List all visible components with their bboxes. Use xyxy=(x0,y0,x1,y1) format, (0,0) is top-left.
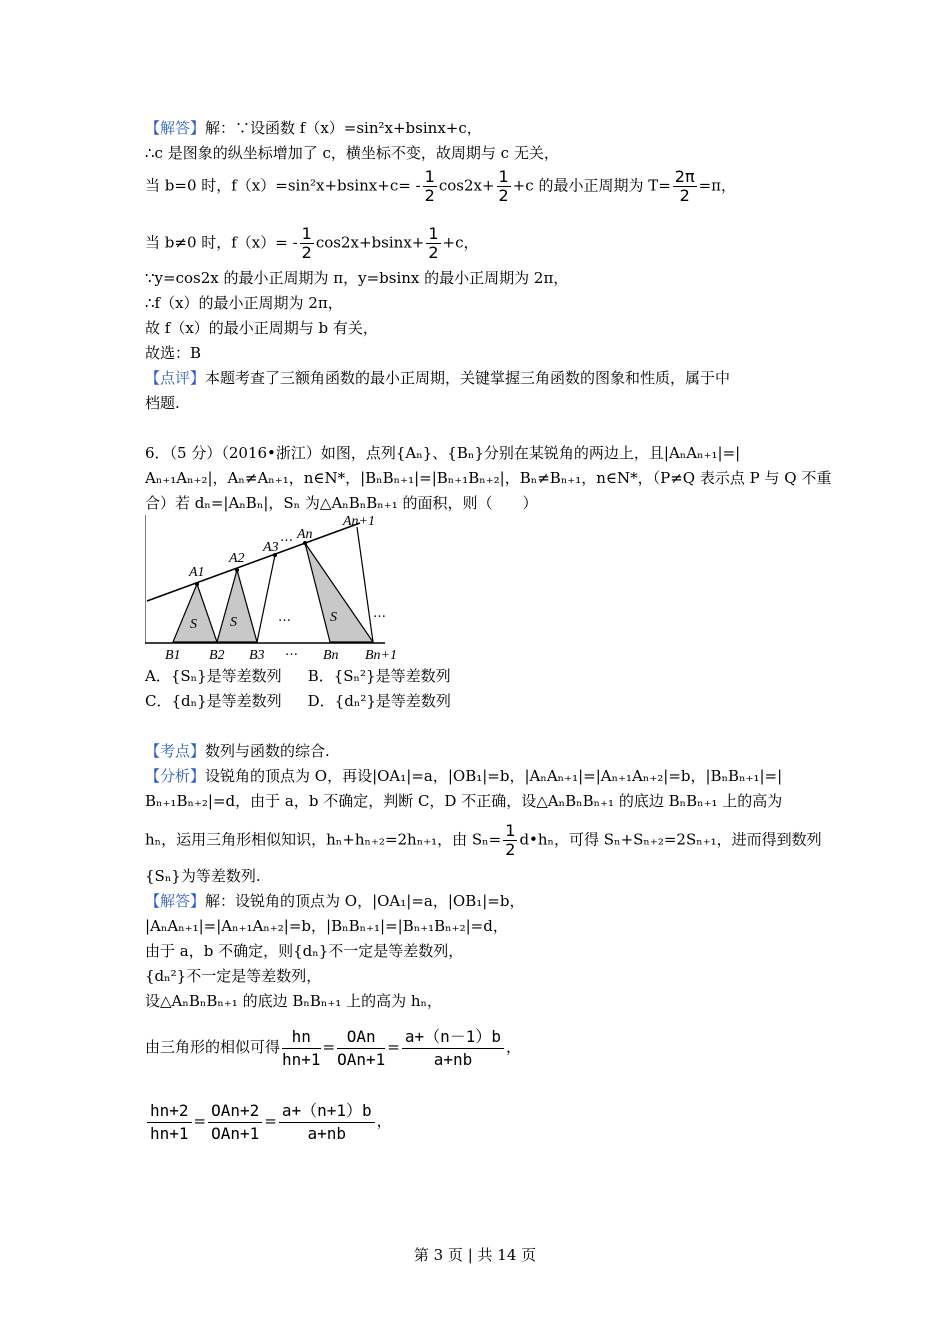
label-b1: B1 xyxy=(165,648,181,663)
fraction-half: $\frac{1}{2}$ xyxy=(498,167,509,205)
label-a1: A1 xyxy=(189,565,205,580)
solution2-line1: 【解答】解：设锐角的顶点为 O，|OA₁|=a，|OB₁|=b， xyxy=(145,892,525,910)
triangle-n xyxy=(305,543,373,642)
fenxi-line3: hₙ，运用三角形相似知识，hₙ+hₙ₊₂=2hₙ₊₁，由 Sₙ= $\frac{1}{2}$ d•hₙ，可得 Sₙ+Sₙ₊₂=2Sₙ₊₁，进而得到数列 xyxy=(145,821,822,859)
label-s2: S xyxy=(230,615,237,630)
triangle-1 xyxy=(173,584,217,642)
label-bn1: Bn+1 xyxy=(365,648,397,663)
similarity-eq2: $\frac{hn+2}{hn+1}$ = OAn+2 OAn+1 = $\frac{a+(n+1)b}{a+nb}$ ， xyxy=(145,1096,392,1146)
eq2-frac2: OAn+2 OAn+1 xyxy=(208,1100,262,1145)
solution2-line3: 由于 a，b 不确定，则{dₙ}不一定是等差数列， xyxy=(145,942,464,960)
similarity-eq1: 由三角形的相似可得 $\frac{hn}{hn+1}$ = OAn OAn+1 = $\frac{a+(n-1)b}{a+nb}$ ， xyxy=(145,1026,522,1069)
comment1-line1: 【点评】本题考查了三额角函数的最小正周期，关键掌握三角函数的图象和性质，属于中 xyxy=(145,369,731,387)
solution2-line2: |AₙAₙ₊₁|=|Aₙ₊₁Aₙ₊₂|=b，|BₙBₙ₊₁|=|Bₙ₊₁Bₙ₊₂|=d， xyxy=(145,917,508,935)
solution1-line6: ∴f（x）的最小正周期为 2π， xyxy=(145,294,343,312)
eq1-frac1: $\frac{hn}{hn+1}$ xyxy=(282,1026,321,1069)
fenxi-line4: {Sₙ}为等差数列. xyxy=(145,867,261,885)
page-footer: 第 3 页 | 共 14 页 xyxy=(413,1246,537,1264)
problem6-line2: Aₙ₊₁Aₙ₊₂|，Aₙ≠Aₙ₊₁，n∈N*，|BₙBₙ₊₁|=|Bₙ₊₁Bₙ₊₂|，Bₙ≠Bₙ₊₁，n∈N*，（P≠Q 表示点 P 与 Q 不重 xyxy=(145,469,832,487)
label-an1: An+1 xyxy=(343,514,375,529)
label-bn: Bn xyxy=(323,648,339,663)
point-a2 xyxy=(235,568,239,572)
eq2-frac1: $\frac{hn+2}{hn+1}$ xyxy=(147,1100,192,1145)
eq1-frac2: OAn OAn+1 xyxy=(337,1026,386,1069)
problem6-line3: 合）若 dₙ=|AₙBₙ|，Sₙ 为△AₙBₙBₙ₊₁ 的面积，则（ ） xyxy=(145,494,538,512)
options-row1 xyxy=(145,666,451,686)
option-a: A．{Sₙ}是等差数列 xyxy=(145,667,282,685)
fraction-half: $\frac{1}{2}$ xyxy=(505,821,516,859)
label-an: An xyxy=(297,527,313,542)
solution1-line2: ∴c 是图象的纵坐标增加了 c，横坐标不变，故周期与 c 无关， xyxy=(145,144,559,162)
option-d: D．{dₙ²}是等差数列 xyxy=(307,692,451,710)
triangle-2 xyxy=(217,570,257,642)
solution-tag: 【解答】 xyxy=(145,119,206,137)
solution1-line3: 当 b=0 时，f（x）=sin²x+bsinx+c= - $\frac{1}{2}$ cos2x+ $\frac{1}{2}$ +c 的最小正周期为 T= $\frac{2\pi}{2}$ =π， xyxy=(145,167,737,205)
edge-b3-a3 xyxy=(257,555,275,642)
fenxi-line1: 【分析】设锐角的顶点为 O，再设|OA₁|=a，|OB₁|=b，|AₙAₙ₊₁|=|Aₙ₊₁Aₙ₊₂|=b，|BₙBₙ₊₁|=| xyxy=(145,767,783,785)
eq2-frac3: $\frac{a+(n+1)b}{a+nb}$ xyxy=(279,1100,375,1145)
label-b2: B2 xyxy=(209,648,225,663)
option-b: B．{Sₙ²}是等差数列 xyxy=(307,667,451,685)
comment-tag: 【点评】 xyxy=(145,369,206,387)
eq1-frac3: $\frac{a+(n-1)b}{a+nb}$ xyxy=(402,1026,504,1071)
label-b3: B3 xyxy=(249,648,265,663)
dots-bottom: … xyxy=(285,644,298,659)
problem6-line1: 6．（5 分）（2016•浙江）如图，点列{Aₙ}、{Bₙ}分别在某锐角的两边上，且|AₙAₙ₊₁|=| xyxy=(145,444,741,462)
dots-top: … xyxy=(280,530,293,545)
solution1-line1: 【解答】解：∵设函数 f（x）=sin²x+bsinx+c， xyxy=(145,119,482,137)
label-a2: A2 xyxy=(229,551,245,566)
solution2-line4: {dₙ²}不一定是等差数列， xyxy=(145,967,322,985)
solution1-line7: 故 f（x）的最小正周期与 b 有关， xyxy=(145,319,378,337)
solution2-line5: 设△AₙBₙBₙ₊₁ 的底边 BₙBₙ₊₁ 上的高为 hₙ， xyxy=(145,992,442,1010)
comment1-line2: 档题. xyxy=(145,394,180,412)
geometry-figure xyxy=(145,513,405,663)
solution-tag: 【解答】 xyxy=(145,892,206,910)
kaodian-tag: 【考点】 xyxy=(145,742,206,760)
solution1-line8: 故选：B xyxy=(145,344,202,362)
solution1-line4: 当 b≠0 时，f（x）= - $\frac{1}{2}$ cos2x+bsinx+ $\frac{1}{2}$ +c， xyxy=(145,224,479,262)
label-a3: A3 xyxy=(263,540,279,555)
options-row2 xyxy=(145,691,451,711)
solution1-line5: ∵y=cos2x 的最小正周期为 π，y=bsinx 的最小正周期为 2π， xyxy=(145,269,569,287)
label-sn: S xyxy=(330,610,337,625)
fraction-half: $\frac{1}{2}$ xyxy=(428,224,439,262)
label-s1: S xyxy=(190,617,197,632)
fraction-half: $\frac{1}{2}$ xyxy=(424,167,435,205)
kaodian-line: 【考点】数列与函数的综合. xyxy=(145,742,330,760)
dots-right: … xyxy=(373,606,386,621)
dots-mid: … xyxy=(278,610,291,625)
fenxi-tag: 【分析】 xyxy=(145,767,206,785)
point-a1 xyxy=(195,582,199,586)
option-c: C．{dₙ}是等差数列 xyxy=(145,692,282,710)
fraction-2pi-over-2: $\frac{2\pi}{2}$ xyxy=(674,167,695,205)
fraction-half: $\frac{1}{2}$ xyxy=(301,224,312,262)
fenxi-line2: Bₙ₊₁Bₙ₊₂|=d，由于 a，b 不确定，判断 C，D 不正确，设△AₙBₙBₙ₊₁ 的底边 BₙBₙ₊₁ 上的高为 xyxy=(145,792,783,810)
